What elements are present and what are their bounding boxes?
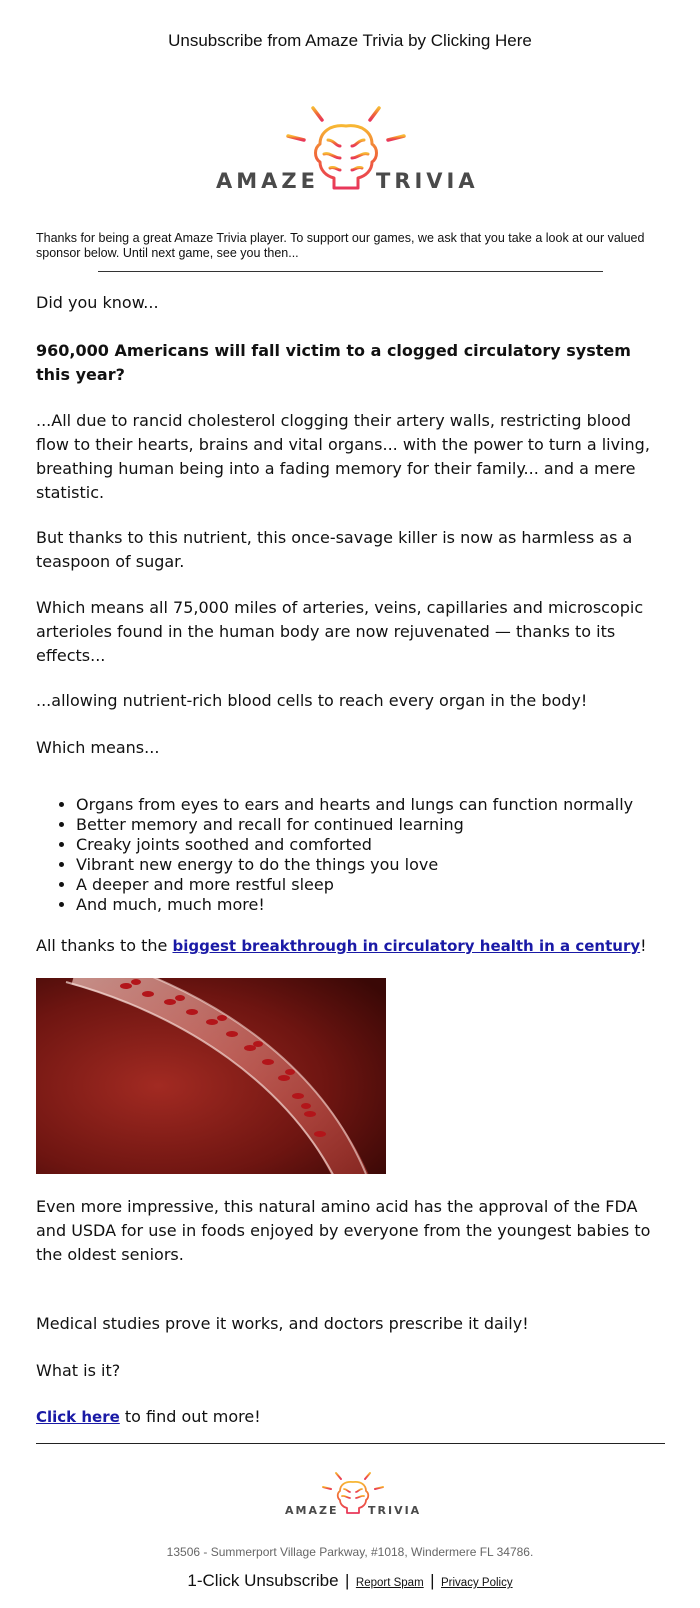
list-item: • And much, much more!: [76, 895, 666, 915]
footer-separator: |: [430, 1571, 435, 1590]
list-item: • Better memory and recall for continued learning: [76, 815, 666, 835]
logo-word-left: AMAZE: [216, 169, 319, 193]
benefits-list: [36, 795, 666, 915]
amaze-trivia-logo: [216, 96, 488, 206]
intro-text: Thanks for being a great Amaze Trivia player. To support our games, we ask that you take a look at our valued sponsor below. Until next game, see you then...: [36, 231, 645, 260]
list-item: • Creaky joints soothed and comforted: [76, 835, 666, 855]
unsubscribe-top-link[interactable]: Unsubscribe from Amaze Trivia by Clicking Here: [168, 31, 532, 50]
footer-divider: [36, 1443, 665, 1444]
footer-separator: |: [345, 1571, 350, 1590]
cta-line: [36, 1405, 666, 1429]
artery-blood-cells-image[interactable]: [36, 978, 386, 1174]
headline: 960,000 Americans will fall victim to a clogged circulatory system this year?: [36, 341, 631, 384]
report-spam-link[interactable]: Report Spam: [355, 1577, 424, 1589]
brain-lightbulb-icon: [216, 96, 488, 206]
which-means-text: Which means...: [36, 738, 160, 757]
click-here-link[interactable]: Click here: [36, 1408, 120, 1426]
paragraph-amino-acid: Even more impressive, this natural amino acid has the approval of the FDA and USDA for use in foods enjoyed by everyone from the youngest babies to the oldest seniors.: [36, 1197, 651, 1264]
did-you-know-text: Did you know...: [36, 293, 159, 312]
amaze-trivia-footer-logo: [285, 1467, 421, 1525]
mailing-address: 13506 - Summerport Village Parkway, #1018, Windermere FL 34786.: [166, 1545, 534, 1559]
paragraph-cholesterol: ...All due to rancid cholesterol clogging their artery walls, restricting blood flow to their hearts, brains and vital organs... with the power to turn a living, breathing human being into a fading memory for their family... and a mere statistic.: [36, 411, 650, 502]
thanks-suffix: !: [640, 936, 647, 955]
list-item: • A deeper and more restful sleep: [76, 875, 666, 895]
thanks-prefix: All thanks to the: [36, 936, 173, 955]
intro-divider: [98, 271, 603, 272]
what-is-it-text: What is it?: [36, 1361, 121, 1380]
brain-lightbulb-icon: [285, 1467, 421, 1525]
footer-logo-word-left: AMAZE: [285, 1504, 339, 1517]
paragraph-nutrient: But thanks to this nutrient, this once-savage killer is now as harmless as a teaspoon of sugar.: [36, 528, 633, 571]
paragraph-arteries: Which means all 75,000 miles of arteries, veins, capillaries and microscopic arterioles found in the human body are now rejuvenated — thanks to its effects...: [36, 598, 644, 665]
breakthrough-link[interactable]: biggest breakthrough in circulatory health in a century: [172, 937, 641, 955]
list-item: • Vibrant new energy to do the things you love: [76, 855, 666, 875]
one-click-unsubscribe-link[interactable]: 1-Click Unsubscribe: [187, 1571, 339, 1590]
paragraph-medical-studies: Medical studies prove it works, and doctors prescribe it daily!: [36, 1314, 529, 1333]
privacy-policy-link[interactable]: Privacy Policy: [441, 1577, 513, 1589]
paragraph-blood-cells: ...allowing nutrient-rich blood cells to reach every organ in the body!: [36, 691, 588, 710]
footer-links: [0, 1570, 700, 1594]
cta-suffix: to find out more!: [119, 1407, 261, 1426]
logo-word-right: TRIVIA: [376, 169, 479, 193]
list-item: • Organs from eyes to ears and hearts and lungs can function normally: [76, 795, 666, 815]
footer-logo-word-right: TRIVIA: [368, 1504, 421, 1517]
thanks-line: [36, 934, 666, 958]
